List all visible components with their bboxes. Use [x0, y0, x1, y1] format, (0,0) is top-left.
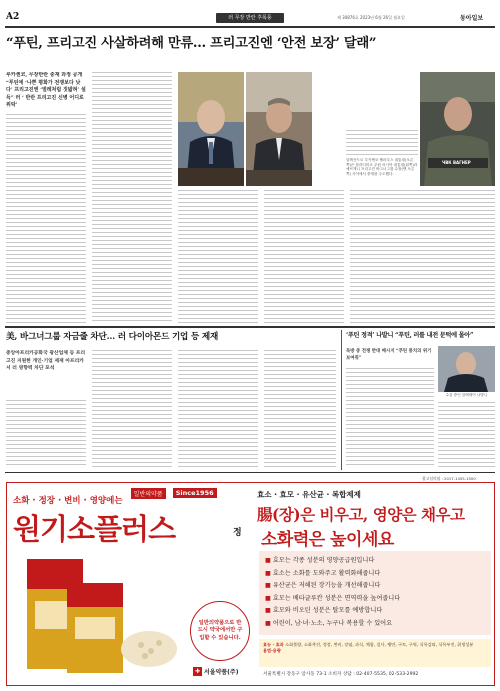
ad-right-title: 효소 · 효모 · 유산균 · 복합제제 — [257, 490, 361, 499]
lead-body-col-3 — [178, 190, 258, 323]
pharmacy-note-circle — [190, 601, 250, 661]
ad-feature-item: ■ 유산균은 저해된 장기능을 개선해줍니다 — [265, 582, 381, 589]
page-number: A2 — [6, 12, 20, 22]
ad-product-name: 원기소플러스 — [13, 512, 176, 546]
company-logo — [193, 667, 238, 676]
issue-info: 제 30876호 2023년 6월 26일 월요일 — [337, 15, 405, 20]
ad-feature-list — [259, 551, 491, 635]
ad-right-headline-1: 腸(장)은 비우고, 영양은 채우고 — [257, 505, 465, 524]
section-rule-1 — [5, 326, 495, 328]
second-body-col-2 — [92, 350, 172, 468]
ad-feature-item: ■ 효모는 베타글루칸 성분은 면역력을 높여줍니다 — [265, 594, 401, 602]
bullet-icon: ■ — [265, 594, 273, 602]
lukashenko-photo — [246, 72, 312, 186]
photo-label: ЧВК ВАГНЕР — [442, 160, 471, 165]
bullet-icon: ■ — [265, 607, 273, 614]
ad-feature-item: ■ 효소는 소화를 도와주고 활력화해줍니다 — [265, 569, 381, 577]
lead-body-col-5 — [350, 190, 495, 323]
pharmacy-note: 일반의약품으로 반드시 약국에서만 구입할 수 있습니다. — [197, 619, 243, 641]
product-image — [23, 553, 183, 677]
third-deck: 독방 중 전쟁 반대 메시지 “푸틴 통치의 위기 보여줘” — [346, 349, 432, 361]
navalny-photo — [438, 346, 495, 392]
lead-headline: “푸틴, 프리고진 사살하려해 만류… 프리고진엔 ‘안전 보장’ 달래” — [6, 36, 377, 51]
indications-text: 소화불량, 소화촉진, 정장, 변비, 장염, 과식, 체함, 설사, 팽만, 구토, 구역, 식욕감퇴, 식욕부진, 위생성분 — [285, 642, 474, 647]
section-rule-2 — [5, 472, 495, 473]
lead-body-col-1 — [6, 114, 86, 323]
dosage-label: 용법·용량 — [263, 648, 281, 653]
section-label: 러 무장 반란 후폭풍 — [216, 13, 284, 23]
paper-name: 동아일보 — [460, 15, 484, 22]
second-headline: 美, 바그너그룹 자금줄 차단… 러 다이아몬드 기업 등 제재 — [6, 332, 219, 342]
company-address: 서울특별시 강동구 암사동 73-1 소비자 상담 : 02-407-5535, 02-533-2992 — [263, 672, 419, 677]
bullet-icon: ■ — [265, 582, 273, 589]
ad-container — [6, 482, 495, 686]
ad-feature-item: ■ 어린이, 남·녀·노소, 누구나 복용할 수 있어요 — [265, 619, 393, 627]
third-body-col-1 — [346, 368, 434, 468]
company-name: 서울약품(주) — [204, 669, 239, 676]
bullet-icon: ■ — [265, 557, 273, 564]
ad-feature-item: ■ 효모와 비오틴 성분은 탈모를 예방합니다 — [265, 607, 383, 614]
bullet-icon: ■ — [265, 569, 273, 577]
second-body-col-1 — [6, 400, 86, 468]
ad-indications — [259, 639, 491, 667]
caption-lines — [346, 130, 418, 156]
company-logo-icon: ✚ — [194, 668, 201, 675]
second-deck: 중앙아프리카공화국 광산업체 등 프리고진 지원한 개인·기업 제재 아프리카서 러 영향력 차단 포석 — [6, 350, 86, 371]
prigozhin-photo — [420, 72, 495, 186]
ad-slogan-text: 소화 · 정장 · 변비 · 영양에는 — [13, 496, 123, 506]
column-divider — [341, 330, 342, 470]
putin-photo — [178, 72, 244, 186]
second-body-col-3 — [178, 350, 258, 468]
third-headline: ‘푸틴 정적’ 나발니 “푸틴, 러를 내전 문턱에 몰아” — [346, 332, 474, 339]
ad-notice: 광고심의필 : 2017-1455-1500 — [422, 476, 476, 481]
second-body-col-4 — [264, 350, 336, 468]
ad-slogan — [13, 488, 248, 504]
ad-feature-item: ■ 효모는 각종 성분의 영양공급원입니다 — [265, 557, 375, 564]
lead-body-col-2 — [92, 72, 172, 323]
lead-deck: 루카셴코, 무장반란 중재 과정 공개 “푸틴에 ‘나쁜 평화가 전쟁보다 낫다’ 프리고진엔 ‘벌레처럼 짓밟혀’ 설득” 러 ‘ 반란 프리고진 신병 어디로 위탁’ — [6, 72, 86, 108]
lead-body-col-4 — [264, 190, 344, 323]
third-body-col-2 — [438, 402, 495, 468]
ad-product-name-box — [13, 507, 229, 547]
bullet-icon: ■ — [265, 619, 273, 627]
ad-since: Since1956 — [173, 488, 217, 498]
ad-product-suffix: 정 — [233, 528, 242, 538]
masthead-rule — [5, 26, 495, 28]
ad-badge: 일반의약품 — [131, 488, 166, 499]
lead-photo-caption: 알렉산드르 루카셴코 벨라루스 대통령(오른쪽)은 블라디미르 푸틴 러시아 대통령(왼쪽)과 예브게니 프리고진 바그너그룹 수장(맨 오른쪽) 사이에서 중재를 주도했다. — [346, 158, 418, 176]
third-photo-caption: 수감 중인 알렉세이 나발니 — [445, 393, 488, 397]
indications-label: 효능 · 효과 — [263, 642, 284, 647]
ad-right-headline-2: 소화력은 높이세요 — [261, 530, 394, 550]
